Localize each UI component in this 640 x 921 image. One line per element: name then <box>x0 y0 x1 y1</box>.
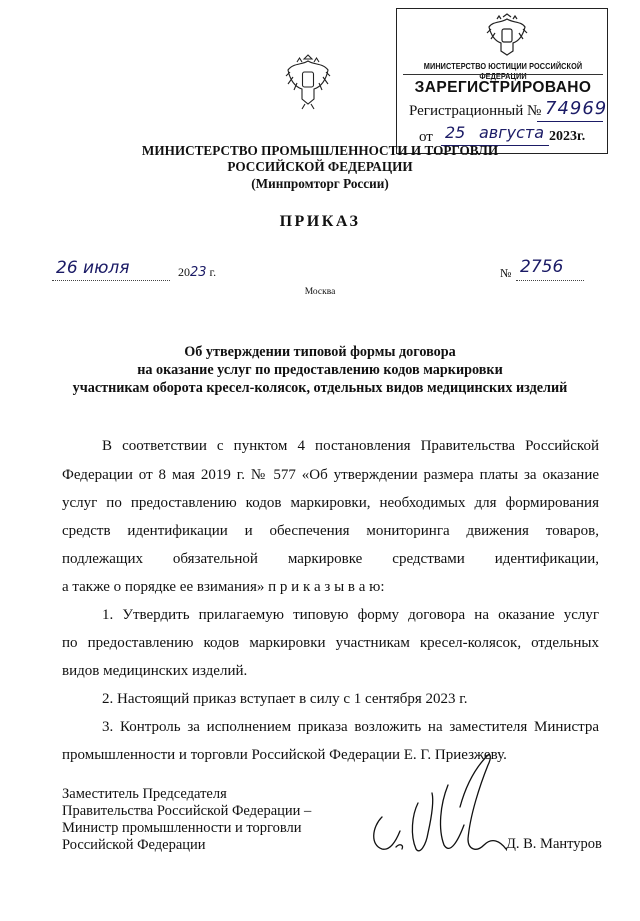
order-title-line1: Об утверждении типовой формы договора <box>184 344 456 360</box>
stamp-reg-number: 74969 <box>545 98 608 119</box>
stamp-coat-of-arms-icon <box>485 13 529 59</box>
body-line: промышленности и торговли Российской Федерации Е. Г. Приезжеву. <box>62 747 507 763</box>
stamp-reg-label <box>409 103 541 120</box>
order-city: Москва <box>304 287 336 297</box>
registration-stamp <box>396 8 608 154</box>
signer-position-line3: Министр промышленности и торговли <box>62 820 302 836</box>
coat-of-arms-icon <box>285 53 331 111</box>
stamp-date-year: 2023г. <box>549 129 586 144</box>
order-title-line2: на оказание услуг по предоставлению кодов маркировки <box>137 362 503 378</box>
stamp-reg-label-text: Регистрационный № <box>409 103 542 119</box>
number-underline <box>516 280 584 281</box>
body-line: по предоставлению кодов маркировки участникам кресел-колясок, отдельных <box>62 635 599 651</box>
stamp-ministry-name: МИНИСТЕРСТВО ЮСТИЦИИ РОССИЙСКОЙ ФЕДЕРАЦИИ <box>423 61 583 81</box>
signer-name: Д. В. Мантуров <box>506 836 602 852</box>
signer-position-line1: Заместитель Председателя <box>62 786 227 802</box>
body-line: В соответствии с пунктом 4 постановления Правительства Российской <box>102 438 599 454</box>
body-line: средств идентификации и обеспечения мониторинга движения товаров, <box>62 523 599 539</box>
order-year <box>178 265 216 280</box>
order-title-line3: участникам оборота кресел-колясок, отдельных видов медицинских изделий <box>72 380 568 396</box>
order-year-suffix: г. <box>209 265 217 279</box>
signer-position-line4: Российской Федерации <box>62 837 206 853</box>
stamp-date-prefix: от <box>419 129 433 145</box>
body-line: 1. Утвердить прилагаемую типовую форму договора на оказание услуг <box>102 607 599 623</box>
order-number-sign: № <box>500 266 512 280</box>
ministry-name-line2: РОССИЙСКОЙ ФЕДЕРАЦИИ <box>227 159 413 174</box>
order-year-prefix: 20 <box>178 265 190 279</box>
order-date-handwritten: 26 июля <box>56 258 130 278</box>
document-type: ПРИКАЗ <box>279 213 361 230</box>
date-underline <box>52 280 170 281</box>
order-year-handwritten: 23 <box>190 265 207 280</box>
stamp-divider <box>403 74 603 75</box>
stamp-registered-label: ЗАРЕГИСТРИРОВАНО <box>414 79 592 96</box>
body-line: услуг по предоставлению кодов маркировки, необходимых для формирования <box>62 495 599 511</box>
stamp-date-day: 25 <box>445 123 466 142</box>
body-line: подлежащих обязательной маркировке средствами идентификации, <box>62 551 599 567</box>
body-line: 2. Настоящий приказ вступает в силу с 1 сентября 2023 г. <box>102 691 468 707</box>
order-number-handwritten: 2756 <box>520 257 564 277</box>
body-line: а также о порядке ее взимания» п р и к а з ы в а ю: <box>62 579 385 595</box>
stamp-date-month: августа <box>479 123 545 142</box>
body-line: видов медицинских изделий. <box>62 663 248 679</box>
body-line: 3. Контроль за исполнением приказа возложить на заместителя Министра <box>102 719 599 735</box>
body-line: Федерации от 8 мая 2019 г. № 577 «Об утверждении размера платы за оказание <box>62 467 599 483</box>
ministry-name-line1: МИНИСТЕРСТВО ПРОМЫШЛЕННОСТИ И ТОРГОВЛИ <box>141 143 499 158</box>
stamp-reg-underline <box>537 121 603 122</box>
handwritten-signature <box>360 745 520 860</box>
signer-position-line2: Правительства Российской Федерации – <box>62 803 312 819</box>
ministry-short-name: (Минпромторг России) <box>251 176 389 191</box>
